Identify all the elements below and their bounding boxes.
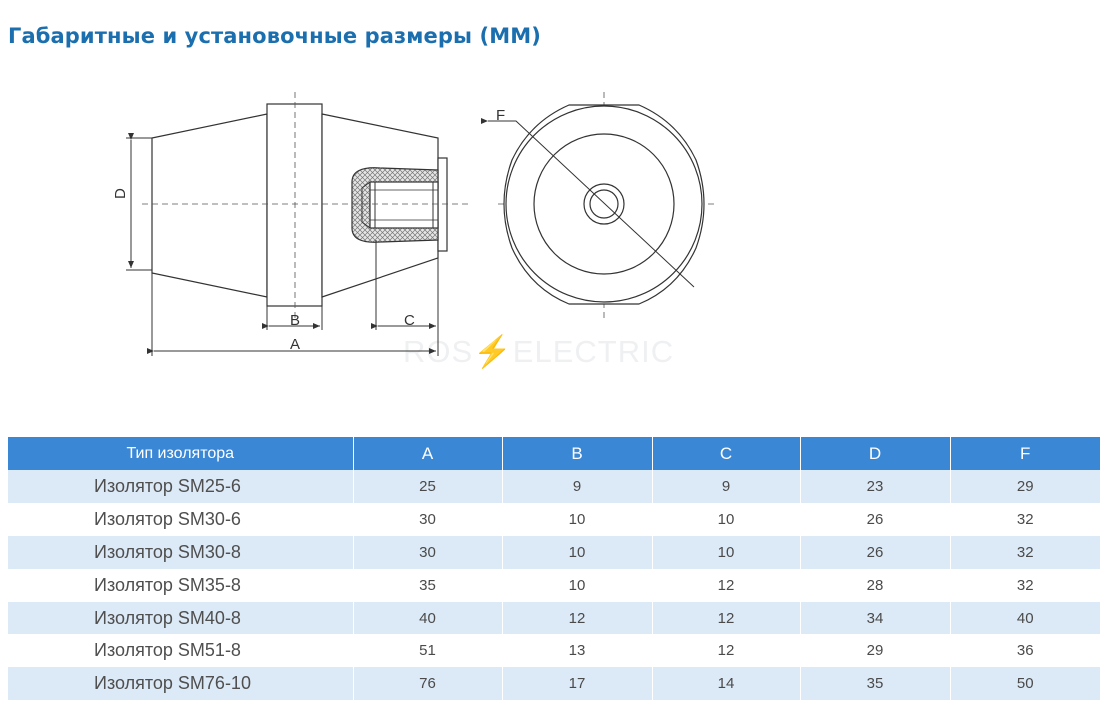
col-header-C: C (652, 437, 800, 470)
cell-B: 10 (502, 536, 652, 569)
cell-D: 35 (800, 667, 950, 700)
cell-D: 23 (800, 470, 950, 503)
cell-B: 13 (502, 634, 652, 667)
threaded-bore (370, 182, 438, 228)
cell-B: 10 (502, 503, 652, 536)
cell-F: 29 (950, 470, 1100, 503)
cell-D: 34 (800, 602, 950, 635)
cell-F: 32 (950, 536, 1100, 569)
cell-name: Изолятор SM76-10 (8, 667, 353, 700)
cell-name: Изолятор SM51-8 (8, 634, 353, 667)
table-row (8, 569, 1100, 602)
cell-A: 30 (353, 503, 502, 536)
col-header-F: F (950, 437, 1100, 470)
cell-A: 40 (353, 602, 502, 635)
cell-C: 12 (652, 569, 800, 602)
front-view (504, 105, 704, 304)
cell-F: 32 (950, 503, 1100, 536)
spec-table (8, 437, 1100, 700)
col-header-D: D (800, 437, 950, 470)
cell-B: 9 (502, 470, 652, 503)
watermark: ROS⚡ELECTRIC (403, 334, 675, 369)
cell-C: 12 (652, 634, 800, 667)
cell-C: 10 (652, 536, 800, 569)
cell-D: 28 (800, 569, 950, 602)
cell-F: 32 (950, 569, 1100, 602)
cell-name: Изолятор SM25-6 (8, 470, 353, 503)
insulator-drawing (0, 90, 740, 370)
label-D: D (112, 188, 129, 199)
col-header-type: Тип изолятора (8, 437, 353, 470)
cell-name: Изолятор SM30-8 (8, 536, 353, 569)
cell-F: 40 (950, 602, 1100, 635)
table-row (8, 602, 1100, 635)
cell-A: 30 (353, 536, 502, 569)
cell-D: 26 (800, 536, 950, 569)
table-row (8, 503, 1100, 536)
center-collar (267, 104, 322, 306)
end-plate (438, 158, 447, 251)
page-title: Габаритные и установочные размеры (ММ) (8, 24, 541, 48)
cell-D: 29 (800, 634, 950, 667)
left-cone (152, 114, 267, 297)
label-B: B (290, 312, 301, 329)
cell-C: 12 (652, 602, 800, 635)
label-F: F (496, 107, 506, 124)
cell-name: Изолятор SM40-8 (8, 602, 353, 635)
cell-A: 51 (353, 634, 502, 667)
cell-name: Изолятор SM35-8 (8, 569, 353, 602)
label-A: A (290, 336, 301, 353)
cell-B: 12 (502, 602, 652, 635)
cell-B: 17 (502, 667, 652, 700)
cell-F: 36 (950, 634, 1100, 667)
table-row (8, 536, 1100, 569)
col-header-B: B (502, 437, 652, 470)
table-header-row (8, 437, 1100, 470)
table-row (8, 667, 1100, 700)
label-C: C (404, 312, 415, 329)
cell-B: 10 (502, 569, 652, 602)
cell-name: Изолятор SM30-6 (8, 503, 353, 536)
table-row (8, 470, 1100, 503)
side-view (152, 104, 447, 306)
cell-A: 25 (353, 470, 502, 503)
cell-A: 35 (353, 569, 502, 602)
cell-C: 10 (652, 503, 800, 536)
cell-A: 76 (353, 667, 502, 700)
cell-C: 9 (652, 470, 800, 503)
lightning-bolt-icon: ⚡ (473, 334, 513, 369)
cell-C: 14 (652, 667, 800, 700)
table-row (8, 634, 1100, 667)
cell-D: 26 (800, 503, 950, 536)
cell-F: 50 (950, 667, 1100, 700)
col-header-A: A (353, 437, 502, 470)
